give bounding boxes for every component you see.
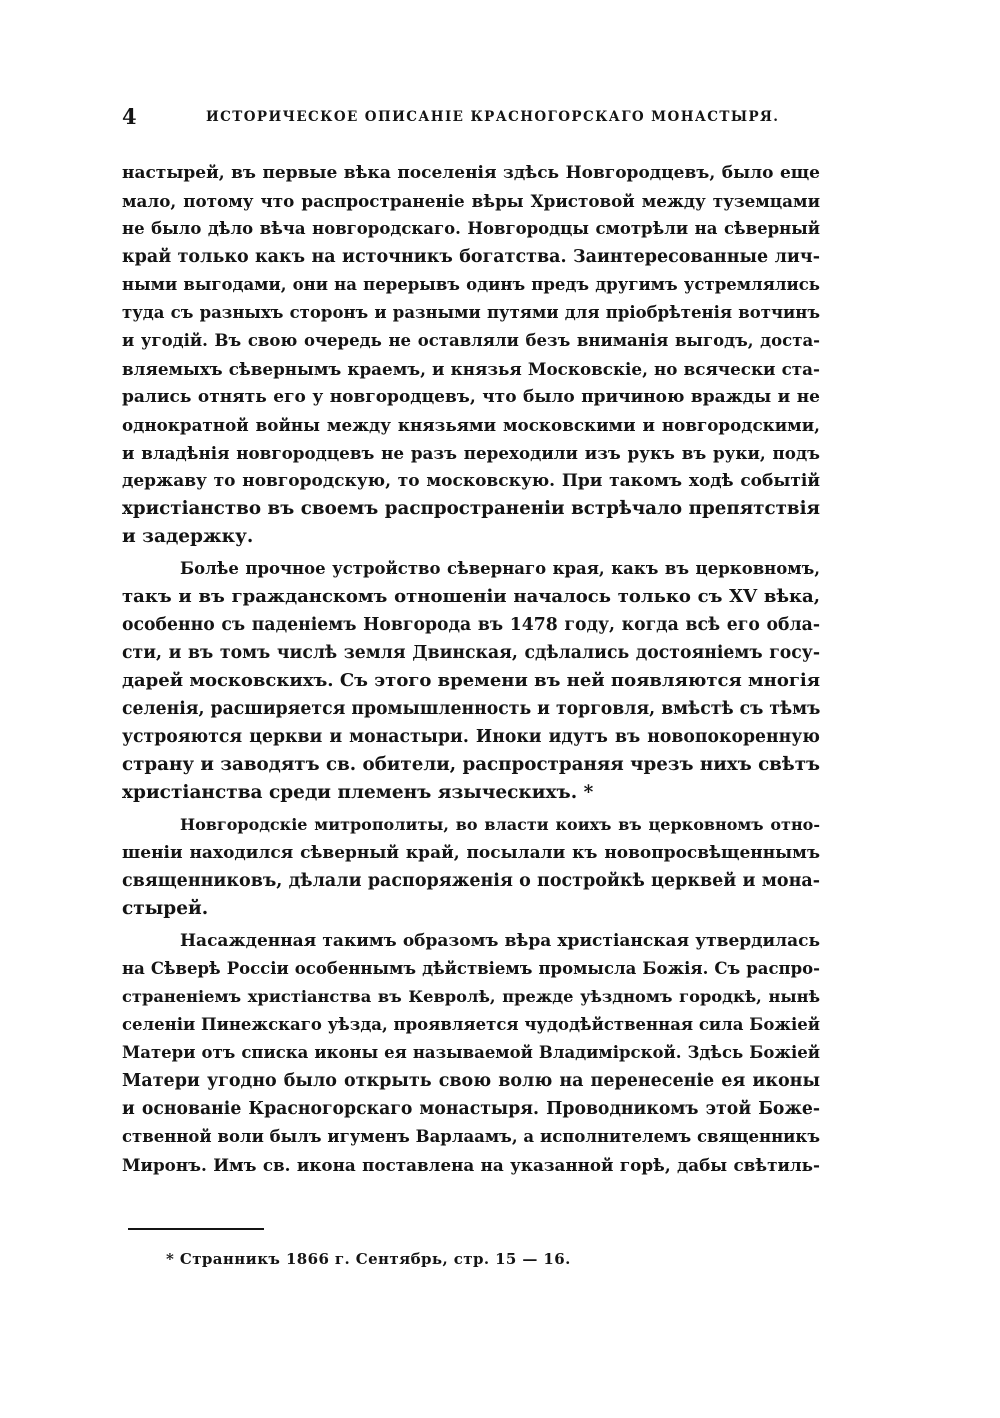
text-line: Болѣе прочное устройство сѣвернаго края, какъ въ церковномъ,	[180, 559, 820, 578]
text-line: страненіемъ христіанства въ Кевролѣ, прежде уѣздномъ городкѣ, нынѣ	[122, 987, 820, 1006]
text-line: священниковъ, дѣлали распоряженія о постройкѣ церквей и мона-	[122, 871, 820, 891]
text-line: настырей, въ первые вѣка поселенія здѣсь Новгородцевъ, было еще	[122, 163, 820, 183]
paragraph-2	[122, 555, 820, 807]
text-line: селенія, расширяется промышленность и торговля, вмѣстѣ съ тѣмъ	[122, 699, 821, 719]
text-line: Новгородскіе митрополиты, во власти коихъ въ церковномъ отно-	[180, 815, 820, 834]
text-line: и задержку.	[122, 526, 254, 547]
text-line: ственной воли былъ игуменъ Варлаамъ, а исполнителемъ священникъ	[122, 1127, 820, 1146]
text-line: мало, потому что распространеніе вѣры Христовой между туземцами	[122, 191, 820, 211]
text-line: такъ и въ гражданскомъ отношеніи началось только съ XV вѣка,	[122, 586, 820, 607]
page-number: 4	[122, 104, 137, 129]
footnote-divider	[128, 1228, 264, 1230]
page-header	[122, 104, 822, 134]
text-line: стырей.	[122, 898, 209, 919]
text-line: однократной войны между князьями московскими и новгородскими,	[122, 415, 820, 435]
paragraph-1	[122, 159, 820, 551]
running-title: ИСТОРИЧЕСКОЕ ОПИСАНІЕ КРАСНОГОРСКАГО МОНАСТЫРЯ.	[206, 109, 780, 125]
paragraph-4	[122, 927, 820, 1179]
text-line: край только какъ на источникъ богатства. Заинтересованные лич-	[122, 247, 820, 267]
text-line: христіанства среди племенъ языческихъ. *	[122, 782, 594, 803]
text-line: и владѣнія новгородцевъ не разъ переходили изъ рукъ въ руки, подъ	[122, 443, 820, 463]
text-line: не было дѣло вѣча новгородскаго. Новгородцы смотрѣли на сѣверный	[122, 219, 820, 238]
text-line: Насажденная такимъ образомъ вѣра христіанская утвердилась	[180, 931, 820, 951]
body-text	[122, 159, 820, 1183]
text-line: устрояются церкви и монастыри. Иноки идутъ въ новопокоренную	[122, 727, 820, 747]
text-line: и угодій. Въ свою очередь не оставляли безъ вниманія выгодъ, доста-	[122, 331, 820, 350]
text-line: Матери отъ списка иконы ея называемой Владимірской. Здѣсь Божіей	[122, 1043, 820, 1062]
text-line: страну и заводятъ св. обители, распространяя чрезъ нихъ свѣтъ	[122, 754, 820, 775]
text-line: туда съ разныхъ сторонъ и разными путями для пріобрѣтенія вотчинъ	[122, 303, 820, 322]
paragraph-3	[122, 811, 820, 923]
footnote: * Странникъ 1866 г. Сентябрь, стр. 15 — 16.	[166, 1250, 571, 1268]
text-line: Матери угодно было открыть свою волю на перенесеніе ея иконы	[122, 1071, 820, 1091]
text-line: державу то новгородскую, то московскую. При такомъ ходѣ событій	[122, 471, 820, 491]
text-line: рались отнять его у новгородцевъ, что было причиною вражды и не	[122, 387, 820, 407]
text-line: и основаніе Красногорскаго монастыря. Проводникомъ этой Боже-	[122, 1099, 820, 1119]
text-line: особенно съ паденіемъ Новгорода въ 1478 году, когда всѣ его обла-	[122, 615, 820, 635]
text-line: вляемыхъ сѣвернымъ краемъ, и князья Московскіе, но всячески ста-	[122, 359, 820, 379]
text-line: сти, и въ томъ числѣ земля Двинская, сдѣлались достояніемъ госу-	[122, 643, 820, 663]
text-line: шеніи находился сѣверный край, посылали къ новопросвѣщеннымъ	[122, 843, 820, 863]
text-line: ными выгодами, они на перерывъ одинъ предъ другимъ устремлялись	[122, 275, 820, 294]
text-line: дарей московскихъ. Съ этого времени въ ней появляются многія	[122, 670, 820, 691]
text-line: на Сѣверѣ Россіи особеннымъ дѣйствіемъ промысла Божія. Съ распро-	[122, 959, 820, 978]
text-line: Миронъ. Имъ св. икона поставлена на указанной горѣ, дабы свѣтиль-	[122, 1155, 820, 1175]
text-line: христіанство въ своемъ распространеніи встрѣчало препятствія	[122, 498, 820, 519]
text-line: селеніи Пинежскаго уѣзда, проявляется чудодѣйственная сила Божіей	[122, 1015, 820, 1034]
